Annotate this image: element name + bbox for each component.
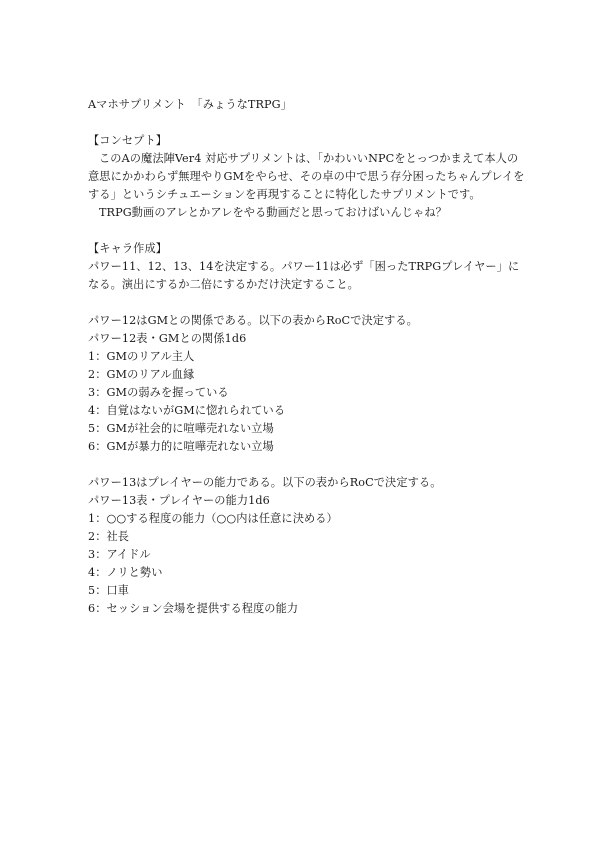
spacer: [88, 114, 528, 132]
document-body: [88, 96, 528, 618]
power13-table-row: 4：ノリと勢い: [88, 566, 163, 579]
document-title: Aマホサプリメント 「みょうなTRPG」: [88, 98, 292, 111]
power13-description: パワー13はプレイヤーの能力である。以下の表からRoCで決定する。: [88, 476, 442, 489]
power12-table-title: パワー12表・GMとの関係1d6: [88, 332, 247, 345]
concept-paragraph-2: TRPG動画のアレとかアレをやる動画だと思っておけばいんじゃね？: [99, 206, 447, 219]
power13-table-row: 3：アイドル: [88, 548, 151, 561]
spacer: [88, 456, 528, 474]
power12-description: パワー12はGMとの関係である。以下の表からRoCで決定する。: [88, 314, 418, 327]
concept-heading: 【コンセプト】: [88, 134, 168, 147]
power13-table-row: 2：社長: [88, 530, 130, 543]
character-heading: 【キャラ作成】: [88, 242, 168, 255]
character-intro: パワー11、12、13、14を決定する。パワー11は必ず「困ったTRPGプレイヤー」になる。演出にするか二倍にするかだけ決定すること。: [88, 260, 520, 291]
power13-table-row: 1：○○する程度の能力（○○内は任意に決める）: [88, 512, 338, 525]
power12-table-row: 4：自覚はないがGMに惚れられている: [88, 404, 286, 417]
power12-table-row: 1：GMのリアル主人: [88, 350, 195, 363]
concept-paragraph-1: このAの魔法陣Ver4 対応サプリメントは、「かわいいNPCをとっつかまえて本人の意思にかかわらず無理やりGMをやらせ、その卓の中で思う存分困ったちゃんプレイをする」というシチュエーションを再現することに特化したサプリメントです。: [88, 152, 525, 201]
spacer: [88, 294, 528, 312]
power13-table-title: パワー13表・プレイヤーの能力1d6: [88, 494, 270, 507]
power13-table-row: 6：セッション会場を提供する程度の能力: [88, 602, 299, 615]
spacer: [88, 222, 528, 240]
power12-table-row: 2：GMのリアル血縁: [88, 368, 195, 381]
power12-table-row: 5：GMが社会的に喧嘩売れない立場: [88, 422, 274, 435]
power13-table-row: 5：口車: [88, 584, 130, 597]
power12-table-row: 6：GMが暴力的に喧嘩売れない立場: [88, 440, 274, 453]
power12-table-row: 3：GMの弱みを握っている: [88, 386, 229, 399]
